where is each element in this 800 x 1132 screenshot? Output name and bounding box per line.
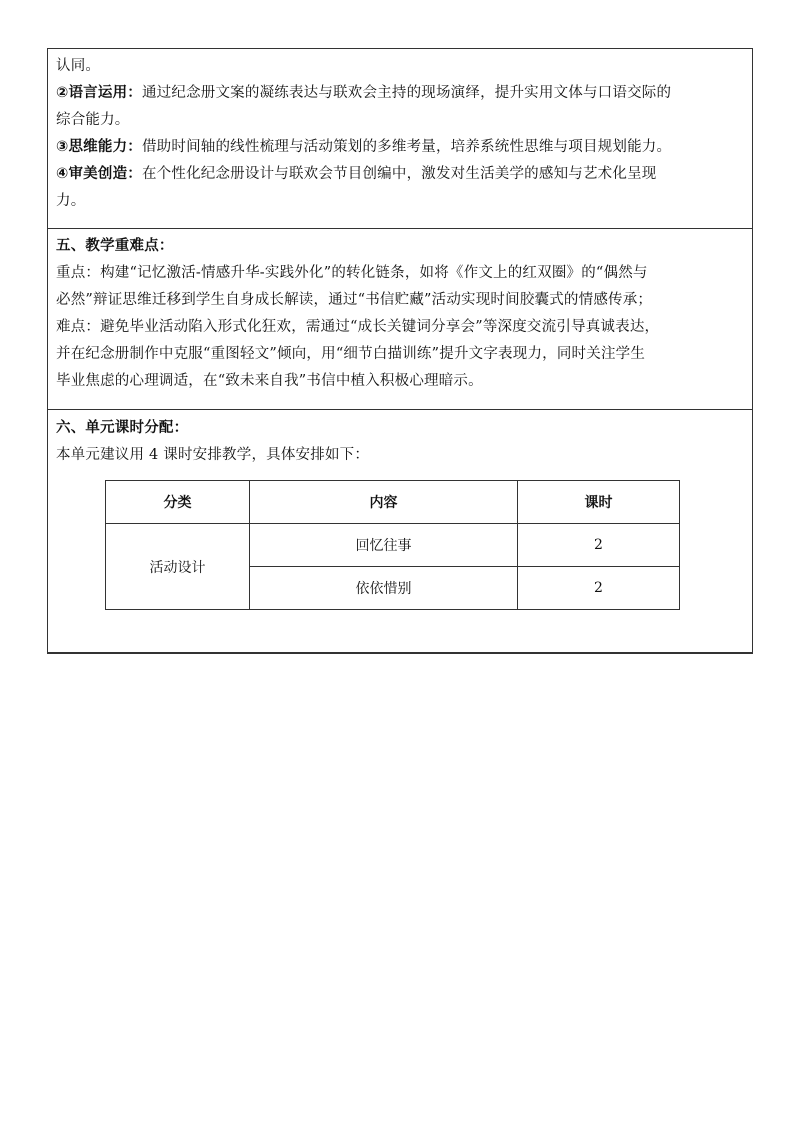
goal-language <box>56 80 744 107</box>
difficulties-line-5: 毕业焦虑的心理调适，在“致未来自我”书信中植入积极心理暗示。 <box>56 373 483 389</box>
goals-section <box>48 49 752 229</box>
difficulties-line-4: 并在纪念册制作中克服“重图轻文”倾向，用“细节白描训练”提升文字表现力，同时关注学生 <box>56 346 646 362</box>
goal-aesthetic <box>56 161 744 188</box>
difficulties-heading: 五、教学重难点： <box>56 238 174 254</box>
schedule-table <box>105 480 680 610</box>
header-hours: 课时 <box>518 481 680 524</box>
goal-aesthetic-text: 在个性化纪念册设计与联欢会节目创编中，激发对生活美学的感知与艺术化呈现 <box>141 166 657 182</box>
schedule-intro: 本单元建议用 4 课时安排教学，具体安排如下： <box>56 447 370 463</box>
header-category: 分类 <box>106 481 250 524</box>
schedule-header-row <box>106 481 680 524</box>
category-cell: 活动设计 <box>106 524 250 610</box>
content-cell: 依依惜别 <box>250 567 518 610</box>
difficulties-section <box>48 229 752 410</box>
difficulties-line-1: 重点：构建“记忆激活-情感升华-实践外化”的转化链条，如将《作文上的红双圈》的“偶然与 <box>56 265 648 281</box>
goal-continuation: 认同。 <box>56 58 101 74</box>
goal-aesthetic-label: ④审美创造： <box>56 166 142 182</box>
lesson-plan-table <box>47 48 753 654</box>
goal-language-label: ②语言运用： <box>56 85 142 101</box>
difficulties-line-3: 难点：避免毕业活动陷入形式化狂欢，需通过“成长关键词分享会”等深度交流引导真诚表达， <box>56 319 660 335</box>
difficulties-line-2: 必然”辩证思维迁移到学生自身成长解读，通过“书信贮藏”活动实现时间胶囊式的情感传承； <box>56 292 653 308</box>
content-cell: 回忆往事 <box>250 524 518 567</box>
goal-thinking-label: ③思维能力： <box>56 139 142 155</box>
schedule-heading: 六、单元课时分配： <box>56 420 189 436</box>
goal-aesthetic-cont: 力。 <box>56 193 86 209</box>
header-content: 内容 <box>250 481 518 524</box>
hours-cell: 2 <box>518 524 680 567</box>
hours-cell: 2 <box>518 567 680 610</box>
goal-thinking <box>56 134 744 161</box>
goal-language-text: 通过纪念册文案的凝练表达与联欢会主持的现场演绎，提升实用文体与口语交际的 <box>141 85 672 101</box>
goal-thinking-text: 借助时间轴的线性梳理与活动策划的多维考量，培养系统性思维与项目规划能力。 <box>141 139 672 155</box>
goal-language-cont: 综合能力。 <box>56 112 130 128</box>
table-row <box>106 524 680 567</box>
